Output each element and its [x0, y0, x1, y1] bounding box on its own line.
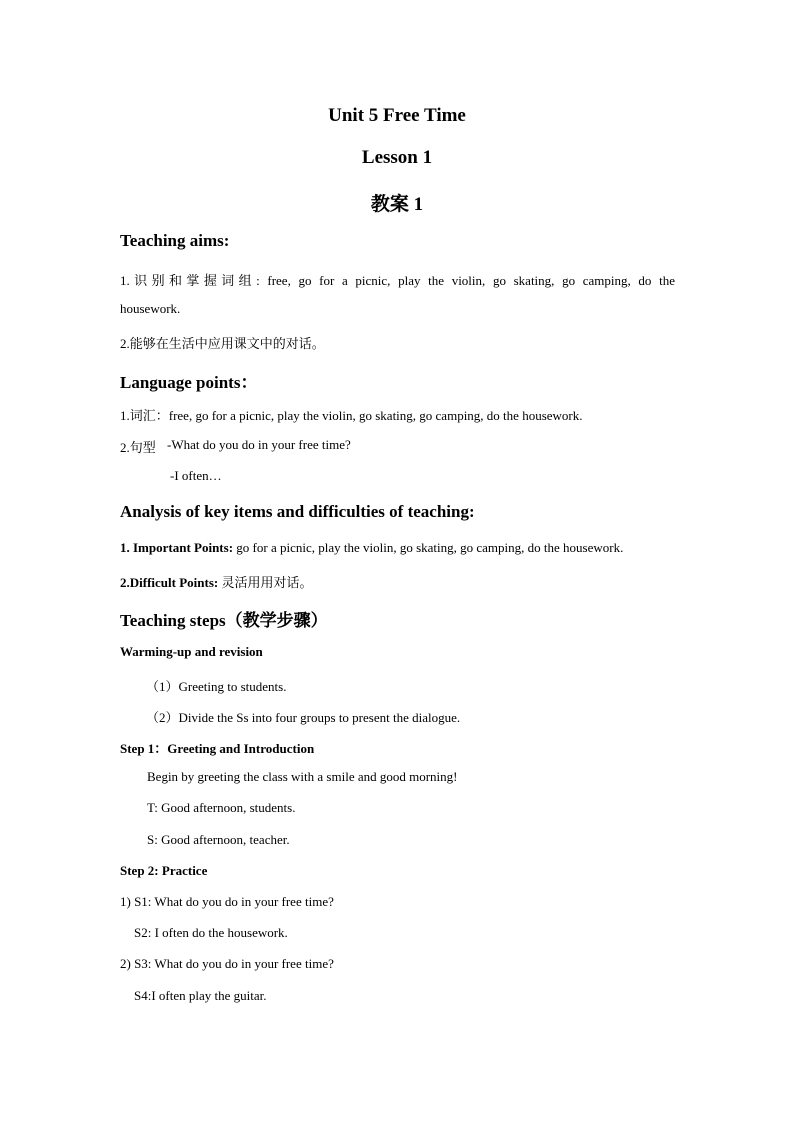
step-2-heading: Step 2: Practice	[120, 863, 208, 878]
analysis-heading: Analysis of key items and difficulties of teaching:	[120, 502, 475, 521]
important-points-label: 1. Important Points:	[120, 540, 234, 555]
step-1-line-1: Begin by greeting the class with a smile and good morning!	[147, 769, 458, 784]
step-2-line-1: 1) S1: What do you do in your free time?	[120, 894, 334, 909]
step-1-heading: Step 1：Greeting and Introduction	[120, 741, 315, 756]
language-points-pattern-label: 2.句型	[120, 440, 156, 455]
difficult-points	[120, 572, 312, 591]
language-points-vocab: 1.词汇：free, go for a picnic, play the violin, go skating, go camping, do the housework.	[120, 408, 583, 423]
unit-title: Unit 5 Free Time	[328, 105, 466, 126]
language-points-pattern-answer: -I often…	[170, 468, 222, 483]
warmup-item-1: （1）Greeting to students.	[146, 679, 287, 694]
teaching-aims-heading: Teaching aims:	[120, 231, 230, 250]
step-1-line-2: T: Good afternoon, students.	[147, 800, 296, 815]
language-points-pattern-question: -What do you do in your free time?	[167, 437, 351, 452]
important-points	[120, 540, 623, 556]
lesson-plan-title: 教案 1	[370, 194, 424, 215]
lesson-title: Lesson 1	[361, 147, 433, 168]
teaching-aims-item-1-cont: housework.	[120, 301, 181, 316]
step-2-line-3: 2) S3: What do you do in your free time?	[120, 956, 334, 971]
difficult-points-text: 灵活用用对话。	[218, 575, 313, 590]
teaching-steps-heading: Teaching steps（教学步骤）	[120, 611, 328, 630]
teaching-aims-item-1: 1.识别和掌握词组: free, go for a picnic, play the violin, go skating, go camping, do the	[120, 273, 675, 288]
difficult-points-label: 2.Difficult Points:	[120, 575, 219, 590]
important-points-text: go for a picnic, play the violin, go skating, go camping, do the housework.	[233, 540, 624, 555]
step-2-line-4: S4:I often play the guitar.	[134, 988, 267, 1003]
warmup-item-2: （2）Divide the Ss into four groups to present the dialogue.	[146, 710, 461, 725]
teaching-aims-item-2: 2.能够在生活中应用课文中的对话。	[120, 336, 325, 351]
language-points-heading: Language points：	[120, 373, 258, 392]
warmup-heading: Warming-up and revision	[120, 644, 263, 659]
step-1-line-3: S: Good afternoon, teacher.	[147, 832, 290, 847]
step-2-line-2: S2: I often do the housework.	[134, 925, 288, 940]
